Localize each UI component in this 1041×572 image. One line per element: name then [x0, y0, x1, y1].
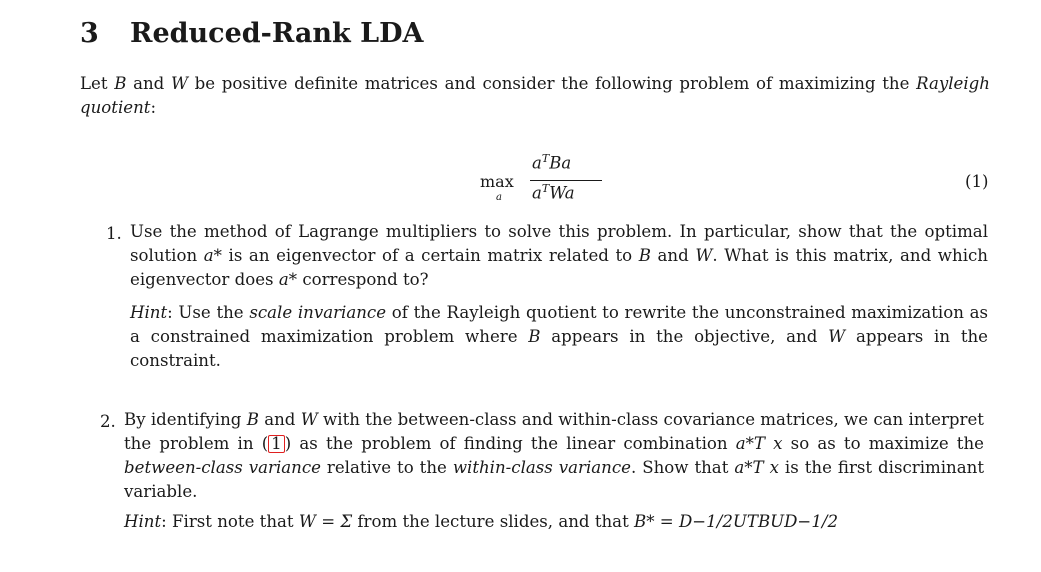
fraction-denominator — [532, 182, 575, 203]
intro-text: be positive definite matrices and consider the following problem of maximizing the — [188, 74, 917, 93]
hint-label: Hint — [130, 303, 168, 322]
item-text: . Show that — [630, 458, 735, 477]
b-star-formula: B* = D−1/2UTBUD−1/2 — [634, 512, 839, 531]
matrix-b: B — [114, 74, 127, 93]
fraction-numerator — [532, 152, 571, 173]
optimal-a-star: a* — [203, 246, 222, 265]
matrix-b: B — [528, 327, 541, 346]
equation-number: (1) — [965, 172, 989, 191]
scale-invariance-term: scale invariance — [249, 303, 387, 322]
section-number: 3 — [80, 18, 99, 49]
denominator-rest: Wa — [549, 183, 575, 203]
item-text: . What is this matrix, and which eigenvector does — [130, 246, 988, 289]
item-number: 2. — [100, 412, 116, 431]
hint-label: Hint — [124, 512, 162, 531]
numerator-rest: Ba — [549, 153, 572, 173]
item-2-hint — [124, 510, 984, 534]
equation-reference-link[interactable]: 1 — [268, 435, 285, 453]
item-text: and — [258, 410, 301, 429]
max-subscript: a — [496, 192, 502, 203]
matrix-b: B — [246, 410, 259, 429]
item-text: so as to maximize the — [782, 434, 984, 453]
item-text: By identifying — [124, 410, 247, 429]
rayleigh-quotient-term: Rayleigh quotient — [80, 74, 990, 117]
hint-text: from the lecture slides, and that — [352, 512, 635, 531]
hint-text: : Use the — [167, 303, 250, 322]
item-1-text — [130, 220, 988, 292]
item-text: ) as the problem of finding the linear combination — [284, 434, 736, 453]
rayleigh-equation — [480, 152, 610, 214]
denominator-a: a — [532, 183, 542, 203]
item-number: 1. — [106, 224, 122, 243]
hint-text: : First note that — [161, 512, 299, 531]
intro-text: and — [126, 74, 171, 93]
linear-combination: a*T x — [734, 458, 779, 477]
item-text: is an eigenvector of a certain matrix related to — [221, 246, 639, 265]
matrix-b: B — [638, 246, 651, 265]
item-text: relative to the — [320, 458, 453, 477]
intro-text: : — [150, 98, 157, 117]
hint-text: of the Rayleigh quotient to rewrite the unconstrained maximization as a constrained maximization problem where — [130, 303, 989, 346]
intro-text: Let — [80, 74, 115, 93]
numerator-a: a — [532, 153, 542, 173]
denominator-transpose: T — [541, 182, 550, 195]
item-2-text — [124, 408, 984, 504]
within-class-variance-term: within-class variance — [452, 458, 631, 477]
w-equals-sigma: W = Σ — [298, 512, 353, 531]
linear-combination: a*T x — [735, 434, 783, 453]
matrix-w: W — [828, 327, 846, 346]
item-text: correspond to? — [297, 270, 429, 289]
matrix-w: W — [300, 410, 318, 429]
hint-text: appears in the constraint. — [130, 327, 988, 370]
between-class-variance-term: between-class variance — [124, 458, 321, 477]
optimal-a-star: a* — [278, 270, 298, 289]
section-title: Reduced-Rank LDA — [130, 18, 424, 49]
item-text: and — [650, 246, 696, 265]
item-text: is the first discriminant variable. — [124, 458, 984, 501]
matrix-w: W — [695, 246, 713, 265]
item-1-hint — [130, 301, 988, 373]
max-operator: max — [480, 172, 514, 191]
numerator-transpose: T — [541, 152, 550, 165]
intro-paragraph — [80, 72, 990, 120]
hint-text: appears in the objective, and — [540, 327, 829, 346]
matrix-w: W — [170, 74, 188, 93]
item-text: Use the method of Lagrange multipliers to solve this problem. In particular, show that the optimal solution — [130, 222, 988, 265]
item-text: with the between-class and within-class covariance matrices, we can interpret the problem in ( — [124, 410, 984, 453]
